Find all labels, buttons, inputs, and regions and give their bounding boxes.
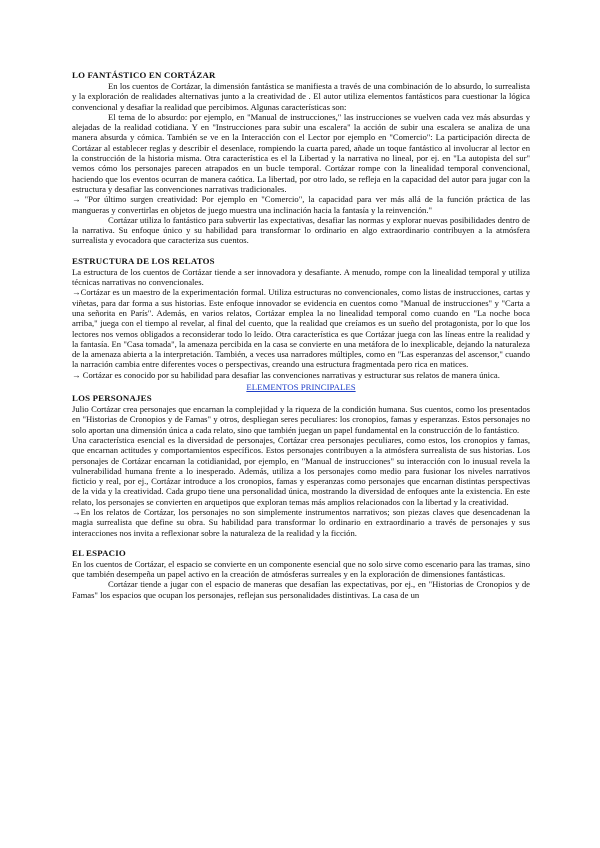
document-page <box>72 70 530 600</box>
elementos-principales-link[interactable]: ELEMENTOS PRINCIPALES <box>246 382 356 393</box>
paragraph: Cortázar tiende a jugar con el espacio de maneras que desafían las expectativas, por ej., en "Historias de Cronopios y de Famas" los espacios que ocupan los personajes, reflejan sus personalidades distintivas. La casa de un <box>72 579 530 600</box>
paragraph: → "Por último surgen creatividad: Por ejemplo en "Comercio", la capacidad para ver más allá de la función práctica de las mangueras y convertirlas en objetos de juego muestra una inclinación hacia la fantasía y la reinvención." <box>72 194 530 215</box>
section-title: EL ESPACIO <box>72 547 126 558</box>
paragraph: →Cortázar es un maestro de la experimentación formal. Utiliza estructuras no convencionales, como listas de instrucciones, cartas y viñetas, para dar forma a sus historias. Este enfoque innovador se evidencia en cuentos como "Manual de instrucciones" y "Carta a una señorita en París". Además, en varios relatos, Cortázar emplea la no linealidad temporal como cuando en "La noche boca arriba," juega con el tiempo al revelar, al final del cuento, que la realidad que creíamos es un sueño del protagonista, por lo que los lectores nos vemos obligados a reconsiderar todo lo leído. Otra característica es que Cortázar juega con las líneas entre la realidad y la fantasía. En "Casa tomada", la amenaza percibida en la casa se convierte en una metáfora de lo inexplicable, dejando la naturaleza de la amenaza abierta a la interpretación. También, a veces usa narradores múltiples, como en "Las esperanzas del ascensor," cuando la narración cambia entre diferentes voces o perspectivas, creando una estructura fragmentada pero rica en matices. <box>72 287 530 370</box>
section-title: ESTRUCTURA DE LOS RELATOS <box>72 255 215 266</box>
paragraph: En los cuentos de Cortázar, el espacio se convierte en un componente esencial que no solo sirve como escenario para las tramas, sino que también desempeña un papel activo en la creación de atmósferas surreales y en la exploración de dimensiones fantásticas. <box>72 558 530 580</box>
section-title: LOS PERSONAJES <box>72 393 152 404</box>
section-personajes <box>72 393 530 538</box>
paragraph: En los cuentos de Cortázar, la dimensión fantástica se manifiesta a través de una combinación de lo absurdo, lo surrealista y la exploración de realidades alternativas junto a la creatividad de . El autor utiliza elementos fantásticos para cuestionar la lógica convencional y desafiar la realidad que percibimos. Algunas características son: <box>72 81 530 112</box>
paragraph: Cortázar utiliza lo fantástico para subvertir las expectativas, desafiar las normas y explorar nuevas posibilidades dentro de la narrativa. Su enfoque único y su habilidad para transformar lo ordinario en algo extraordinario contribuyen a la atmósfera surrealista y evocadora que caracteriza sus cuentos. <box>72 214 530 246</box>
paragraph: Una característica esencial es la diversidad de personajes, Cortázar crea personajes peculiares, como estos, los cronopios y famas, que encarnan actitudes y comportamientos específicos. Estos personajes contribuyen a la atmósfera surrealista de sus historias. Los personajes de Cortázar encarnan la cotidianidad, por ejemplo, en "Manual de instrucciones" su interacción con lo inusual revela la vulnerabilidad humana frente a lo inesperado. Además, utiliza a los personajes como medio para fusionar los niveles narrativos ficticio y real, por ej., Cortázar introduce a los cronopios, famas y esperanzas como personajes que encarnan distintas perspectivas de la vida y la creatividad. Cada grupo tiene una personalidad única, mostrando la diversidad de enfoques ante la existencia. En este relato, los personajes se convierten en arquetipos que exploran temas más amplios relacionados con la libertad y la creatividad. <box>72 434 530 507</box>
paragraph: Julio Cortázar crea personajes que encarnan la complejidad y la riqueza de la condición humana. Sus cuentos, como los presentados en "Historias de Cronopios y de Famas" y otros, despliegan seres peculiares: los cronopios, famas y esperanzas. Estos personajes no solo aportan una dimensión única a cada relato, sino que también juegan un papel fundamental en la construcción de lo fantástico. <box>72 404 530 435</box>
paragraph: →En los relatos de Cortázar, los personajes no son simplemente instrumentos narrativos; son piezas claves que desencadenan la magia surrealista que define su obra. Su habilidad para transformar lo ordinario en extraordinario a través de personajes y sus interacciones nos invita a reflexionar sobre la naturaleza de la realidad y la ficción. <box>72 506 530 538</box>
section-title: LO FANTÁSTICO EN CORTÁZAR <box>72 70 216 80</box>
section-estructura <box>72 256 530 380</box>
paragraph: La estructura de los cuentos de Cortázar tiende a ser innovadora y desafiante. A menudo, rompe con la linealidad temporal y utiliza técnicas narrativas no convencionales. <box>72 266 530 288</box>
section-espacio <box>72 548 530 600</box>
section-fantastico <box>72 70 530 246</box>
paragraph: → Cortázar es conocido por su habilidad para desafiar las convenciones narrativas y estructurar sus relatos de manera única. <box>72 369 500 380</box>
paragraph: El tema de lo absurdo: por ejemplo, en "Manual de instrucciones," las instrucciones se vuelven cada vez más absurdas y alejadas de la realidad cotidiana. Y en "Instrucciones para subir una escalera" la acción de subir una escalera se analiza de una manera absurda y cómica. También se ve en la Interacción con el Lector por ejemplo en "Comercio": La participación directa de Cortázar al establecer reglas y describir el desenlace, rompiendo la cuarta pared, añade un toque fantástico al involucrar al lector en la construcción de la historia misma. Otra característica es el la Libertad y la narrativa no lineal, por ej. en "La autopista del sur" vemos cómo los personajes parecen atrapados en un bucle temporal. Cortázar rompe con la linealidad temporal convencional, haciendo que los eventos ocurran de manera caótica. La libertad, por otro lado, se refleja en la capacidad del autor para jugar con la estructura y desafiar las convenciones narrativas tradicionales. <box>72 111 530 194</box>
